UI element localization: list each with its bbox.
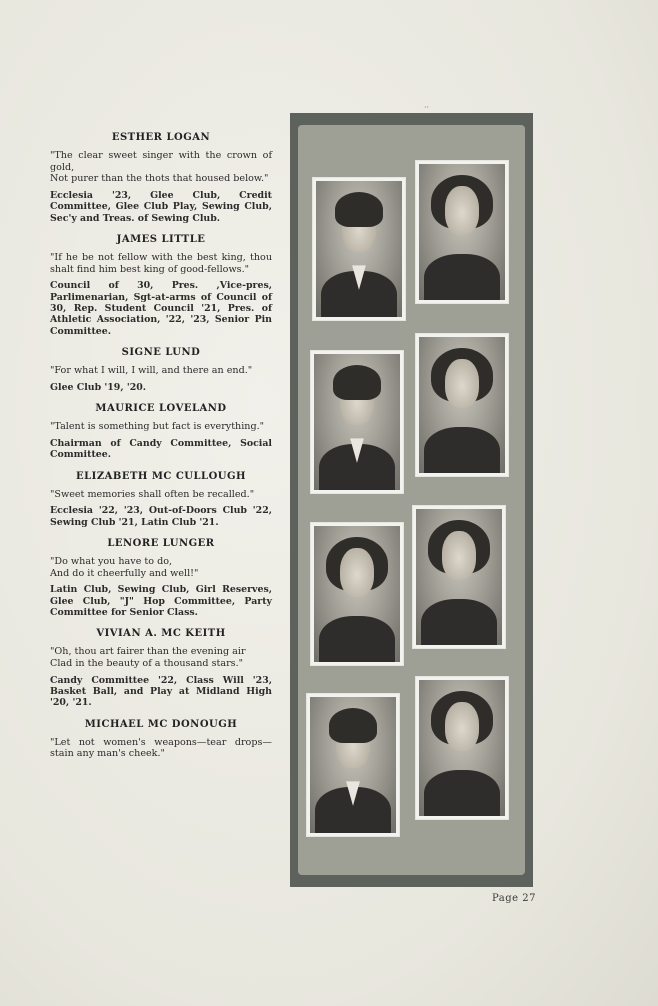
portrait-photo-female xyxy=(415,676,509,820)
senior-quote: "Let not women's weapons—tear drops—stain any man's cheek." xyxy=(50,736,272,760)
senior-name: LENORE LUNGER xyxy=(107,538,215,550)
senior-name: MICHAEL MC DONOUGH xyxy=(84,718,238,730)
senior-quote: "Do what you have to do, And do it cheerfully and well!" xyxy=(50,556,199,579)
senior-name: ESTHER LOGAN xyxy=(111,132,211,143)
entry-esther-logan xyxy=(50,132,272,224)
portrait-photo-male xyxy=(306,693,400,837)
senior-name: VIVIAN A. MC KEITH xyxy=(96,628,226,640)
entry-maurice-loveland xyxy=(50,403,272,460)
senior-quote: "Sweet memories shall often be recalled." xyxy=(50,488,255,500)
senior-activities: Ecclesia '23, Glee Club, Credit Committee, Glee Club Play, Sewing Club, Sec'y and Treas. of Sewing Club. xyxy=(50,189,272,224)
senior-name: JAMES LITTLE xyxy=(116,234,206,245)
top-mark: ·· xyxy=(424,103,430,112)
senior-activities: Latin Club, Sewing Club, Girl Reserves, Glee Club, "J" Hop Committee, Party Committee for Senior Class. xyxy=(50,584,272,619)
portrait-photo-male xyxy=(312,177,406,321)
senior-quote: "If he be not fellow with the best king, thou shalt find him best king of good-fellows." xyxy=(50,252,272,275)
senior-name: ELIZABETH MC CULLOUGH xyxy=(75,470,246,482)
senior-name: MAURICE LOVELAND xyxy=(95,403,227,415)
senior-quote: "The clear sweet singer with the crown of gold, Not purer than the thots that housed below." xyxy=(50,150,272,185)
entry-elizabeth-mc-cullough xyxy=(50,471,272,528)
senior-activities: Candy Committee '22, Class Will '23, Basket Ball, and Play at Midland High '20, '21. xyxy=(50,674,272,709)
portrait-panel xyxy=(290,113,533,887)
entry-michael-mc-donough xyxy=(50,719,272,760)
entry-signe-lund xyxy=(50,347,272,393)
senior-name: SIGNE LUND xyxy=(121,347,201,359)
senior-activities: Chairman of Candy Committee, Social Committee. xyxy=(50,437,272,461)
entry-vivian-mc-keith xyxy=(50,628,272,708)
portrait-photo-female xyxy=(415,333,509,477)
senior-activities: Council of 30, Pres. ,Vice-pres, Parlimenarian, Sgt-at-arms of Council of 30, Rep. Student Council '21, Pres. of Athletic Association, '22, '23, Senior Pin Committee. xyxy=(50,280,272,337)
senior-quote: "Oh, thou art fairer than the evening air Clad in the beauty of a thousand stars." xyxy=(50,646,246,670)
portrait-photo-male xyxy=(310,350,404,494)
senior-activities: Glee Club '19, '20. xyxy=(50,381,147,393)
portrait-photo-female xyxy=(412,505,506,649)
senior-quote: "For what I will, I will, and there an end." xyxy=(50,365,253,377)
portrait-photo-female xyxy=(310,522,404,666)
entry-james-little xyxy=(50,234,272,337)
entry-lenore-lunger xyxy=(50,538,272,618)
page-number: Page 27 xyxy=(492,893,536,904)
senior-biographies-column xyxy=(50,132,272,770)
senior-activities: Ecclesia '22, '23, Out-of-Doors Club '22, Sewing Club '21, Latin Club '21. xyxy=(50,505,272,528)
portrait-photo-female xyxy=(415,160,509,304)
senior-quote: "Talent is something but fact is everything." xyxy=(50,421,265,433)
